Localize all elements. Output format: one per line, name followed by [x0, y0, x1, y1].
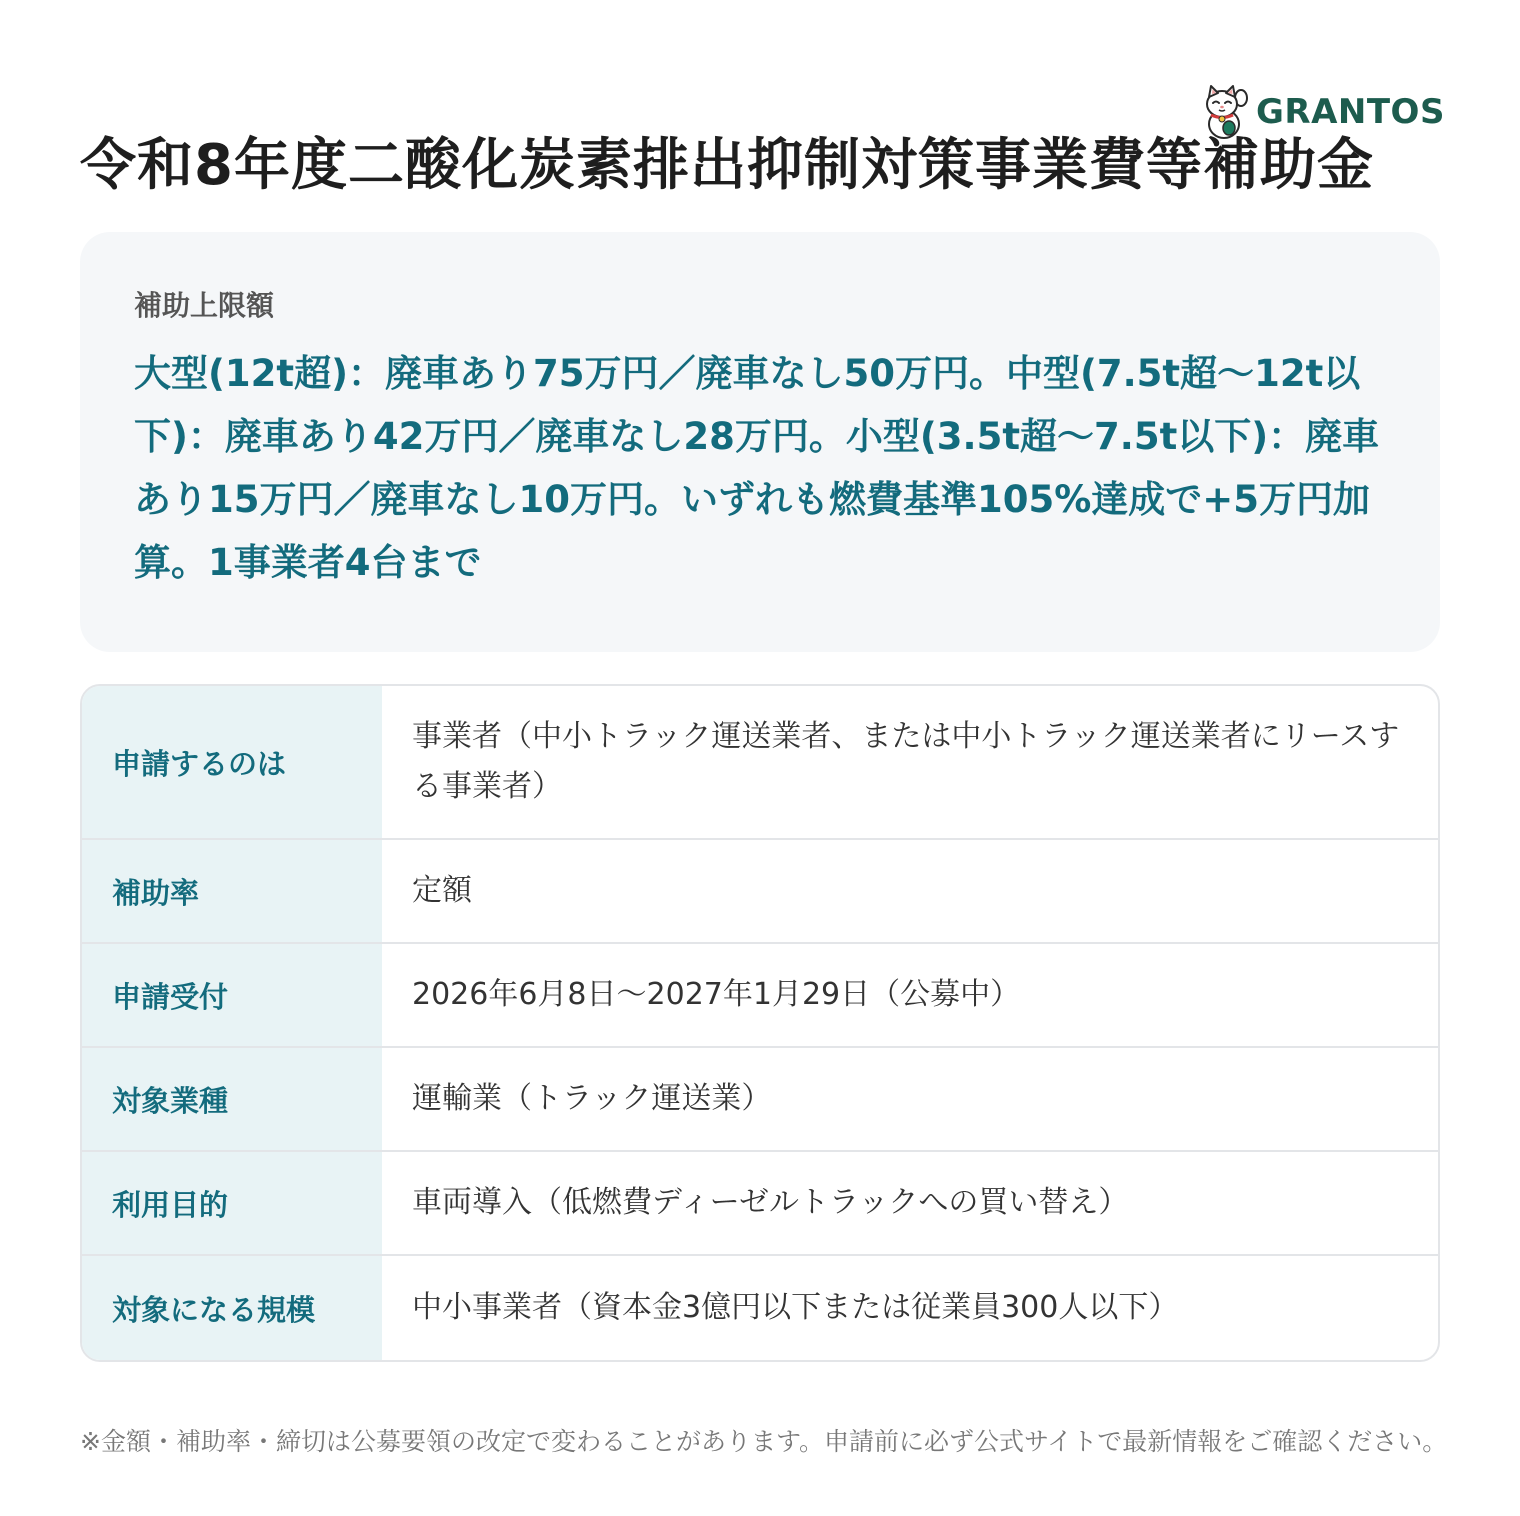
- brand-name: GRANTOS: [1256, 92, 1445, 132]
- row-value-purpose: 車両導入（低燃費ディーゼルトラックへの買い替え）: [412, 1185, 1129, 1220]
- row-label-industry: 対象業種: [82, 1048, 382, 1150]
- page-title: 令和8年度二酸化炭素排出抑制対策事業費等補助金: [80, 133, 1374, 198]
- table-row: [82, 1152, 1438, 1256]
- max-amount-card: [80, 232, 1440, 652]
- table-row: [82, 944, 1438, 1048]
- row-value-application-period: 2026年6月8日～2027年1月29日（公募中）: [412, 977, 1021, 1012]
- row-value-applicant: 事業者（中小トラック運送業者、または中小トラック運送業者にリースする事業者）: [412, 719, 1400, 804]
- row-label-company-size: 対象になる規模: [82, 1256, 382, 1360]
- row-label-applicant: 申請するのは: [82, 686, 382, 838]
- disclaimer-note: ※金額・補助率・締切は公募要領の改定で変わることがあります。申請前に必ず公式サイトで最新情報をご確認ください。: [80, 1427, 1448, 1456]
- row-value-industry: 運輸業（トラック運送業）: [412, 1081, 772, 1116]
- row-label-subsidy-rate: 補助率: [82, 840, 382, 942]
- row-label-application-period: 申請受付: [82, 944, 382, 1046]
- row-value-subsidy-rate: 定額: [412, 873, 472, 908]
- table-row: [82, 840, 1438, 944]
- max-amount-value: 大型(12t超)：廃車あり75万円／廃車なし50万円。中型(7.5t超～12t以下)：廃車あり42万円／廃車なし28万円。小型(3.5t超～7.5t以下)：廃車あり15万円／廃車なし10万円。いずれも燃費基準105%達成で+5万円加算。1事業者4台まで: [134, 352, 1380, 584]
- table-row: [82, 1256, 1438, 1360]
- table-row: [82, 1048, 1438, 1152]
- row-value-company-size: 中小事業者（資本金3億円以下または従業員300人以下）: [412, 1290, 1179, 1325]
- row-label-purpose: 利用目的: [82, 1152, 382, 1254]
- max-amount-label: 補助上限額: [134, 289, 275, 322]
- subsidy-info-table: [80, 684, 1440, 1362]
- table-row: [82, 686, 1438, 840]
